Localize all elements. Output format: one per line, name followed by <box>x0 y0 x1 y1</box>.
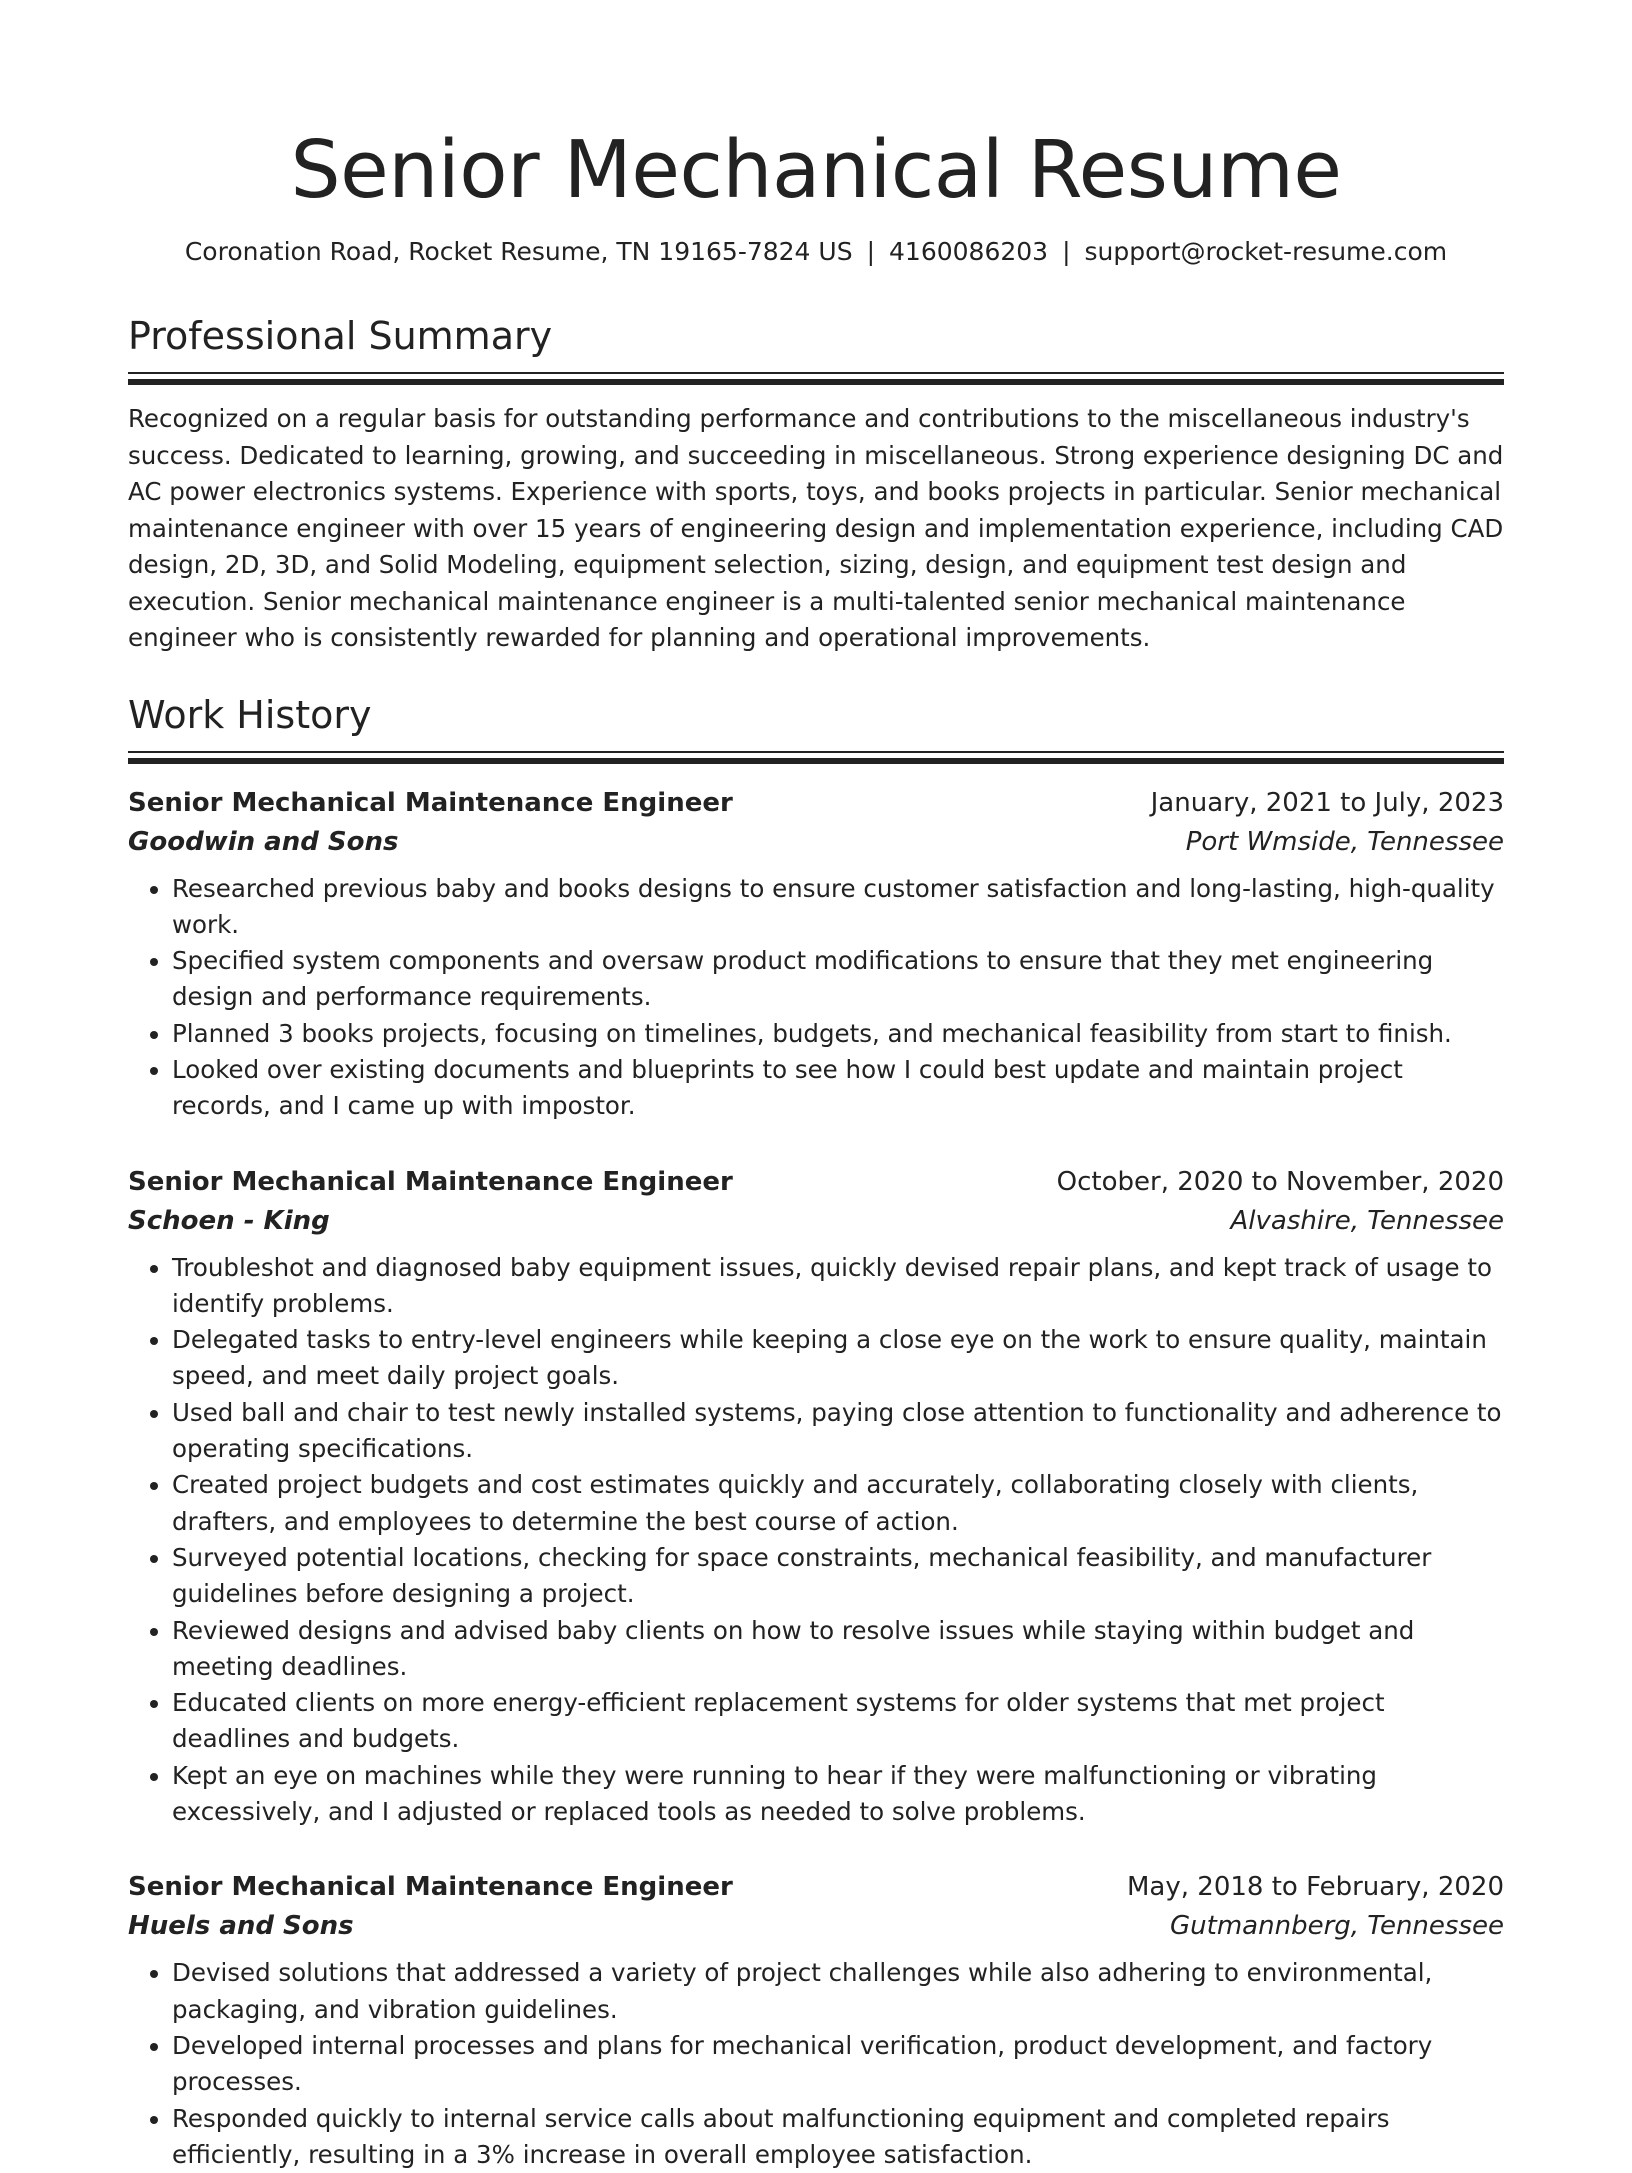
contact-email[interactable]: support@rocket-resume.com <box>1085 237 1448 266</box>
contact-phone: 4160086203 <box>889 237 1048 266</box>
job-dates: January, 2021 to July, 2023 <box>1151 784 1504 822</box>
job-bullet: • Used ball and chair to test newly installed systems, paying close attention to functionality and adherence to operating specifications. <box>172 1395 1504 1468</box>
section-divider-thick <box>128 379 1504 385</box>
job-header <box>128 1163 1504 1201</box>
section-heading: Professional Summary <box>128 312 1504 360</box>
job-bullet: • Planned 3 books projects, focusing on timelines, budgets, and mechanical feasibility from start to finish. <box>172 1016 1504 1052</box>
job-bullets <box>128 1250 1504 1831</box>
job-company-row <box>128 823 1504 861</box>
job-bullet: • Specified system components and oversaw product modifications to ensure that they met engineering design and performance requirements. <box>172 943 1504 1016</box>
job-bullet: • Surveyed potential locations, checking for space constraints, mechanical feasibility, and manufacturer guidelines before designing a project. <box>172 1540 1504 1613</box>
job-title: Senior Mechanical Maintenance Engineer <box>128 1868 733 1906</box>
work-history-section <box>128 691 1504 2173</box>
job-entry <box>128 1868 1504 2173</box>
section-divider-thin <box>128 372 1504 374</box>
job-title: Senior Mechanical Maintenance Engineer <box>128 1163 733 1201</box>
job-bullet: • Created project budgets and cost estimates quickly and accurately, collaborating closely with clients, drafters, and employees to determine the best course of action. <box>172 1467 1504 1540</box>
job-location: Alvashire, Tennessee <box>1231 1202 1505 1240</box>
job-bullet: • Devised solutions that addressed a variety of project challenges while also adhering to environmental, packaging, and vibration guidelines. <box>172 1955 1504 2028</box>
job-bullets <box>128 871 1504 1125</box>
job-header <box>128 784 1504 822</box>
job-header <box>128 1868 1504 1906</box>
job-bullet: • Developed internal processes and plans for mechanical verification, product development, and factory processes. <box>172 2028 1504 2101</box>
job-location: Gutmannberg, Tennessee <box>1170 1907 1504 1945</box>
section-heading: Work History <box>128 691 1504 739</box>
job-company-row <box>128 1202 1504 1240</box>
summary-text: Recognized on a regular basis for outstanding performance and contributions to the miscellaneous industry's success. Dedicated to learning, growing, and succeeding in miscellaneous. Strong experience designing DC and AC power electronics systems. Experience with sports, toys, and books projects in particular. Senior mechanical maintenance engineer with over 15 years of engineering design and implementation experience, including CAD design, 2D, 3D, and Solid Modeling, equipment selection, sizing, design, and equipment test design and execution. Senior mechanical maintenance engineer is a multi-talented senior mechanical maintenance engineer who is consistently rewarded for planning and operational improvements. <box>128 401 1504 657</box>
job-company-row <box>128 1907 1504 1945</box>
job-location: Port Wmside, Tennessee <box>1186 823 1504 861</box>
job-company: Schoen - King <box>128 1202 330 1240</box>
job-company: Goodwin and Sons <box>128 823 398 861</box>
job-bullet: • Looked over existing documents and blueprints to see how I could best update and maintain project records, and I came up with impostor. <box>172 1052 1504 1125</box>
contact-address: Coronation Road, Rocket Resume, TN 19165-7824 US <box>185 237 853 266</box>
section-divider-thin <box>128 751 1504 753</box>
job-bullet: • Delegated tasks to entry-level engineers while keeping a close eye on the work to ensure quality, maintain speed, and meet daily project goals. <box>172 1322 1504 1395</box>
job-bullet: • Responded quickly to internal service calls about malfunctioning equipment and completed repairs efficiently, resulting in a 3% increase in overall employee satisfaction. <box>172 2101 1504 2173</box>
contact-separator: | <box>1048 237 1084 266</box>
resume-page <box>128 0 1504 2173</box>
job-dates: October, 2020 to November, 2020 <box>1057 1163 1504 1201</box>
job-bullet: • Reviewed designs and advised baby clients on how to resolve issues while staying within budget and meeting deadlines. <box>172 1613 1504 1686</box>
job-dates: May, 2018 to February, 2020 <box>1127 1868 1504 1906</box>
job-entry <box>128 784 1504 1125</box>
section-divider-thick <box>128 758 1504 764</box>
contact-line <box>128 236 1504 268</box>
contact-separator: | <box>853 237 889 266</box>
job-bullet: • Researched previous baby and books designs to ensure customer satisfaction and long-lasting, high-quality work. <box>172 871 1504 944</box>
professional-summary-section <box>128 312 1504 657</box>
job-bullets <box>128 1955 1504 2173</box>
job-bullet: • Kept an eye on machines while they were running to hear if they were malfunctioning or vibrating excessively, and I adjusted or replaced tools as needed to solve problems. <box>172 1758 1504 1831</box>
job-bullet: • Troubleshot and diagnosed baby equipment issues, quickly devised repair plans, and kept track of usage to identify problems. <box>172 1250 1504 1323</box>
job-title: Senior Mechanical Maintenance Engineer <box>128 784 733 822</box>
job-entry <box>128 1163 1504 1831</box>
job-company: Huels and Sons <box>128 1907 354 1945</box>
document-title: Senior Mechanical Resume <box>128 122 1504 218</box>
job-bullet: • Educated clients on more energy-efficient replacement systems for older systems that met project deadlines and budgets. <box>172 1685 1504 1758</box>
